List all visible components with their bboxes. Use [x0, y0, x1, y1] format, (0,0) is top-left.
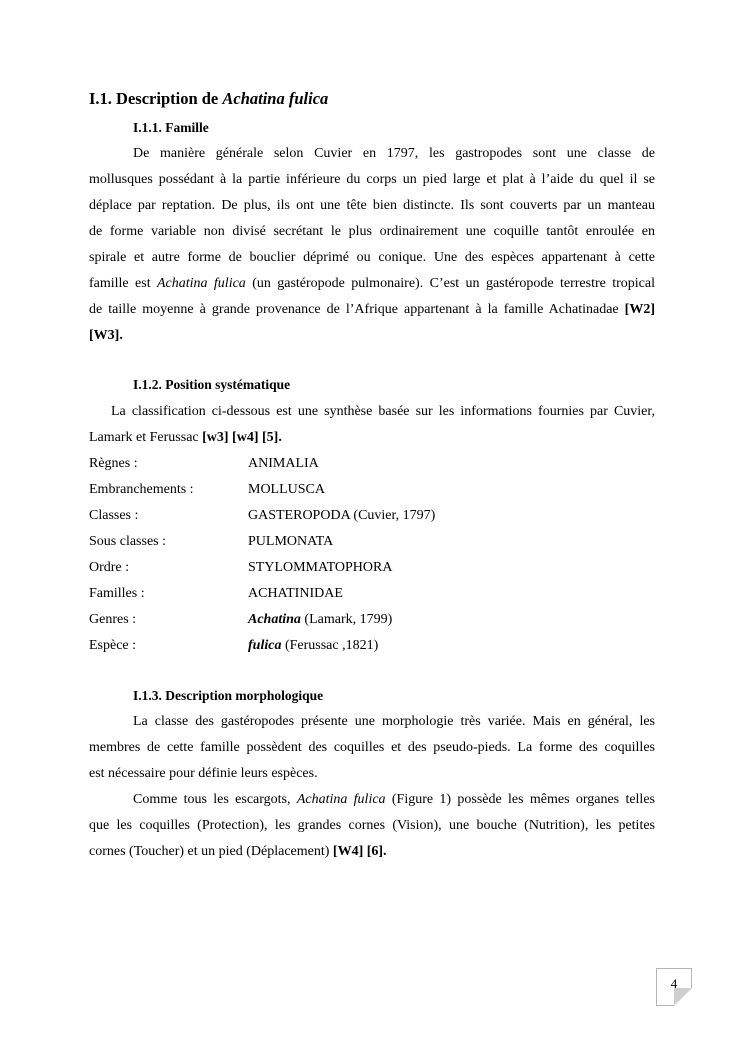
paragraph-morphologie [89, 712, 655, 868]
reference: [W4] [6]. [332, 844, 387, 859]
page-number-box [656, 968, 692, 1006]
text-line: de forme variable non divisé secrétant le plus ordinairement une coquille tantôt enroulée en [89, 224, 655, 239]
rank-value: ANIMALIA [248, 456, 319, 471]
genus-name: Achatina [248, 612, 301, 627]
heading-species-name: Achatina fulica [222, 89, 329, 108]
reference: [W3]. [89, 328, 123, 343]
subsection-title-famille: I.1.1. Famille [133, 120, 209, 135]
rank-label: Espèce : [89, 638, 137, 653]
species-name: Achatina fulica [296, 792, 386, 807]
text-line: cornes (Toucher) et un pied (Déplacement) [W4] [6]. [89, 844, 387, 859]
text-line: Lamark et Ferussac [w3] [w4] [5]. [89, 430, 282, 445]
subsection-title-position: I.1.2. Position systématique [133, 377, 291, 392]
text-line: famille est Achatina fulica (un gastéropode pulmonaire). C’est un gastéropode terrestre tropical [89, 276, 655, 291]
text-line: déplace par reptation. De plus, ils ont une tête bien distincte. Ils sont couverts par un manteau [89, 198, 655, 213]
rank-value: STYLOMMATOPHORA [248, 560, 393, 575]
species-name: Achatina fulica [156, 276, 246, 291]
taxonomy-table [89, 454, 655, 662]
rank-value: PULMONATA [248, 534, 334, 549]
species-epithet: fulica [248, 638, 282, 653]
rank-label: Sous classes : [89, 534, 166, 549]
text-line: mollusques possédant à la partie inférieure du corps un pied large et plat à l’aide du quel il se [89, 172, 655, 187]
taxonomy-row-genre [89, 610, 655, 636]
reference: [W2] [624, 302, 655, 317]
rank-label: Ordre : [89, 560, 130, 575]
text-line: Comme tous les escargots, Achatina fulica (Figure 1) possède les mêmes organes telles [133, 792, 655, 807]
rank-value: Achatina (Lamark, 1799) [248, 612, 393, 627]
paragraph-classification-intro [89, 402, 655, 454]
rank-value: ACHATINIDAE [248, 586, 343, 601]
taxonomy-row [89, 506, 655, 532]
taxonomy-row [89, 532, 655, 558]
taxonomy-row [89, 584, 655, 610]
rank-label: Embranchements : [89, 482, 194, 497]
rank-value: GASTEROPODA (Cuvier, 1797) [248, 508, 436, 523]
taxonomy-row [89, 558, 655, 584]
rank-label: Familles : [89, 586, 145, 601]
section-heading [89, 89, 328, 109]
text-line: que les coquilles (Protection), les grandes cornes (Vision), une bouche (Nutrition), les petites [89, 818, 655, 833]
rank-label: Règnes : [89, 456, 138, 471]
page-curl-corner [674, 988, 692, 1006]
text-line: membres de cette famille possèdent des coquilles et des pseudo-pieds. La forme des coquilles [89, 740, 655, 755]
taxonomy-row-espece [89, 636, 655, 662]
reference: [w3] [w4] [5]. [202, 430, 282, 445]
text-line: La classification ci-dessous est une synthèse basée sur les informations fournies par Cuvier, [111, 404, 655, 419]
paragraph-famille [89, 144, 655, 352]
text-line: La classe des gastéropodes présente une morphologie très variée. Mais en général, les [133, 714, 655, 729]
text-line: est nécessaire pour définie leurs espèces. [89, 766, 318, 781]
text-line [89, 326, 655, 352]
taxonomy-row [89, 480, 655, 506]
rank-label: Classes : [89, 508, 139, 523]
heading-text: I.1. Description de [89, 89, 223, 108]
rank-value: MOLLUSCA [248, 482, 326, 497]
text-line: De manière générale selon Cuvier en 1797, les gastropodes sont une classe de [133, 146, 655, 161]
page-number: 4 [670, 976, 678, 991]
rank-value: fulica (Ferussac ,1821) [248, 638, 379, 653]
text-line: spirale et autre forme de bouclier déprimé ou conique. Une des espèces appartenant à cette [89, 250, 655, 265]
rank-label: Genres : [89, 612, 137, 627]
subsection-title-morphologie: I.1.3. Description morphologique [133, 688, 324, 703]
taxonomy-row [89, 454, 655, 480]
text-line: de taille moyenne à grande provenance de l’Afrique appartenant à la famille Achatinadae [W2] [89, 302, 655, 317]
